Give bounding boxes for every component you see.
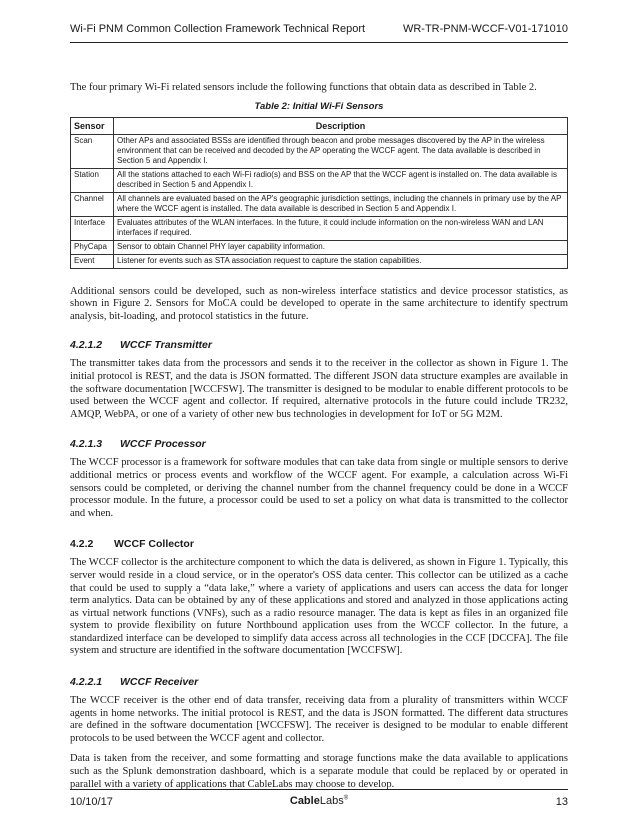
section-heading-transmitter	[70, 339, 568, 351]
table-header-row	[71, 117, 568, 134]
cablelabs-logo	[290, 795, 348, 807]
sensors-table	[70, 117, 568, 269]
table-header-description: Description	[114, 117, 568, 134]
logo-text-regular: Labs	[319, 795, 344, 807]
section-heading-processor	[70, 438, 568, 450]
sensor-name: Event	[71, 254, 114, 268]
page-body	[70, 82, 568, 791]
additional-sensors-paragraph: Additional sensors could be developed, such as non-wireless interface statistics and device processor statistics, as shown in Figure 2. Sensors for MoCA could be developed to operate in the same architecture to identify spectrum analysis, bit-loading, and protocol statistics in the future.	[70, 285, 568, 322]
page-footer	[70, 789, 568, 810]
table-row	[71, 254, 568, 268]
section-title: WCCF Processor	[120, 438, 206, 451]
collector-paragraph: The WCCF collector is the architecture component to which the data is delivered, as shown in Figure 1. Typically, this server would reside in a cloud service, or in the operator's OSS data center. This collector can be utilized as a cache that could be used to supply a “data lake,” where a variety of applications and users can access the data for longer term analytics. Data can be obtained by any of these applications and stored and analyzed in those applications acting as virtual network functions (VNFs), such as a radio resource manager. The data is kept as files in an organized file system to provide flexibility on future Northbound application uses from the WCCF collector. In the future, a standardized interface can be developed to simplify data access across all technologies in the CCF [DCCFA]. The file system and structure are identified in the software documentation [WCCFSW].	[70, 557, 568, 657]
section-heading-receiver	[70, 676, 568, 688]
sensor-description: All the stations attached to each Wi-Fi radio(s) and BSS on the AP that the WCCF agent is installed on. The data available is described in Section 5 and Appendix I.	[114, 168, 568, 192]
section-number: 4.2.2.1	[70, 676, 103, 689]
section-number: 4.2.1.2	[70, 339, 103, 352]
sensor-description: Evaluates attributes of the WLAN interfaces. In the future, it could include information on the non-wireless WAN and LAN interfaces if required.	[114, 216, 568, 240]
footer-date: 10/10/17	[70, 796, 113, 808]
table-row	[71, 216, 568, 240]
sensor-name: Scan	[71, 134, 114, 168]
receiver-paragraph-2: Data is taken from the receiver, and some formatting and storage functions make the data available to applications such as the Splunk demonstration dashboard, which is a separate module that could be replaced by or operated in parallel with a variety of applications that CableLabs may choose to develop.	[70, 753, 568, 790]
sensor-name: Interface	[71, 216, 114, 240]
sensor-name: Channel	[71, 192, 114, 216]
sensor-name: PhyCapa	[71, 240, 114, 254]
transmitter-paragraph: The transmitter takes data from the processors and sends it to the receiver in the collector as shown in Figure 1. The initial protocol is REST, and the data is JSON formatted. The different JSON data structure examples are available in the software documentation [WCCFSW]. The transmitter is designed to be modular to enable different protocols to be used between the WCCF agent and collector. If required, alternative protocols in the future could include TR232, AMQP, WebPA, or one of a variety of other new bus technologies in development for IoT or 5G M2M.	[70, 358, 568, 420]
sensor-name: Station	[71, 168, 114, 192]
page-number: 13	[555, 796, 568, 808]
logo-text-bold: Cable	[289, 795, 320, 807]
table-row	[71, 240, 568, 254]
processor-paragraph: The WCCF processor is a framework for software modules that can take data from single or multiple sensors to derive additional metrics or process events and workflow of the WCCF agent. For example, a calculation across Wi-Fi sensors could be completed, or deriving the channel number from the channel frequency could be done in a WCCF processor module. In the future, a processor could be used to set a policy on what data is transmitted to the collector and when.	[70, 457, 568, 519]
table-caption: Table 2: Initial Wi-Fi Sensors	[254, 100, 384, 112]
sensor-description: Other APs and associated BSSs are identified through beacon and probe messages discovered by the AP in the wireless environment that can be received and decoded by the AP operating the WCCF agent. The data available is described in Section 5 and Appendix I.	[114, 134, 568, 168]
section-title: WCCF Collector	[114, 538, 194, 551]
table-row	[71, 192, 568, 216]
receiver-paragraph: The WCCF receiver is the other end of data transfer, receiving data from a plurality of transmitters within WCCF agents in home networks. The initial protocol is REST, and the data is JSON formatted. The different data structures are defined in the software documentation [WCCFSW]. The receiver is designed to be modular to enable different protocols to be used between the WCCF agent and collector.	[70, 695, 568, 744]
intro-paragraph: The four primary Wi-Fi related sensors include the following functions that obtain data as described in Table 2.	[70, 82, 537, 93]
section-title: WCCF Transmitter	[120, 339, 212, 352]
sensor-description: Sensor to obtain Channel PHY layer capability information.	[114, 240, 568, 254]
section-heading-collector	[70, 538, 568, 550]
table-header-sensor: Sensor	[71, 117, 114, 134]
section-title: WCCF Receiver	[120, 676, 199, 689]
table-row	[71, 134, 568, 168]
table-row	[71, 168, 568, 192]
page-header	[70, 20, 568, 43]
section-number: 4.2.2	[70, 538, 94, 551]
sensor-description: Listener for events such as STA association request to capture the station capabilities.	[114, 254, 568, 268]
header-title: Wi-Fi PNM Common Collection Framework Technical Report	[70, 23, 366, 35]
header-doc-id: WR-TR-PNM-WCCF-V01-171010	[402, 23, 568, 35]
registered-mark: ®	[343, 795, 349, 802]
sensor-description: All channels are evaluated based on the AP's geographic jurisdiction settings, including the channels in primary use by the AP where the WCCF agent is installed. The data available is described in Section 5 and Appendix I.	[114, 192, 568, 216]
section-number: 4.2.1.3	[70, 438, 103, 451]
